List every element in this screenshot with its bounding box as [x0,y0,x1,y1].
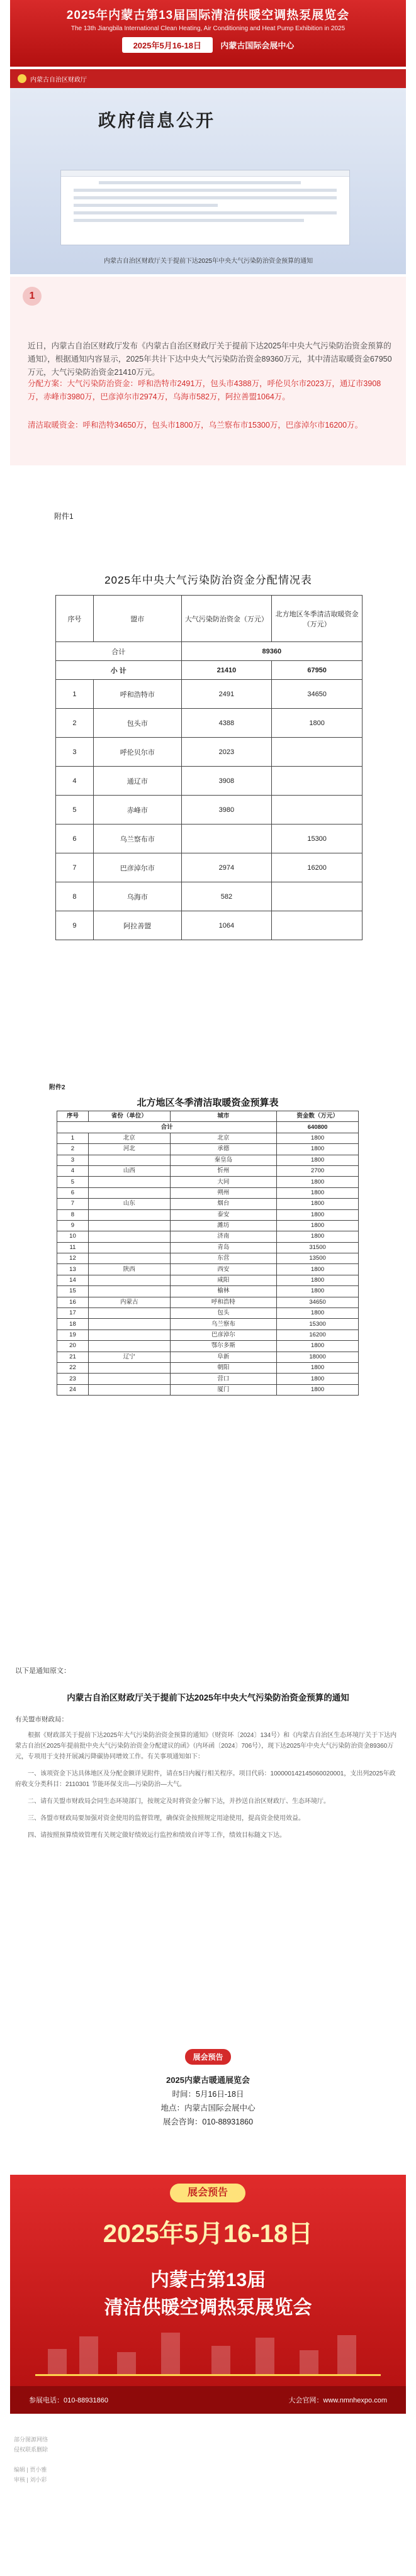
table-cell: 2974 [181,853,272,882]
table-cell: 7 [57,1199,89,1209]
poster-site: 大会官网：www.nmnhexpo.com [288,2397,387,2404]
footer-editor: 编辑 | 贾小雅 [14,2467,47,2473]
allocation-heating: 清洁取暖资金：呼和浩特34650万，包头市1800万，乌兰察布市15300万，巴彦淖尔市16200万。 [28,421,363,430]
table-cell: 15300 [272,824,363,853]
footer-note: 侵权联系删除 [14,2446,48,2453]
poster-name: 清洁供暖空调热泵展览会 [104,2297,312,2318]
table-cell: 朔州 [170,1187,277,1198]
table-cell: 2 [57,1144,89,1155]
table-row [56,824,363,853]
total-value: 640800 [277,1122,359,1133]
table-cell: 16 [57,1297,89,1307]
table-cell: 1800 [277,1286,359,1297]
attachment2-title: 北方地区冬季清洁取暖资金预算表 [137,1097,279,1108]
table-header: 资金数（万元） [277,1111,359,1122]
table-cell: 1800 [277,1275,359,1285]
table-cell: 3 [56,738,94,767]
table-cell: 1800 [277,1199,359,1209]
table-header: 城市 [170,1111,277,1122]
subtotal-heating: 67950 [272,661,363,680]
table-cell: 4388 [181,709,272,738]
notice-paragraph: 三、各盟市财政局要加强对资金使用的监督管理，确保资金按照规定用途使用，提高资金使用效益。 [28,1815,305,1822]
table-row [56,853,363,882]
table-cell: 20 [57,1341,89,1352]
banner-date: 2025年5月16-18日 [122,37,213,53]
table-cell: 咸阳 [170,1275,277,1285]
table-row [57,1155,359,1165]
table-cell: 8 [57,1209,89,1220]
table-header: 盟市 [93,596,181,642]
table-cell: 河北 [88,1144,170,1155]
skyline-graphic [35,2332,381,2376]
attachment1-title: 2025年中央大气污染防治资金分配情况表 [104,574,312,586]
table-cell: 1064 [181,911,272,940]
promo-block [0,2049,416,2127]
table-row [57,1297,359,1307]
table-cell: 7 [56,853,94,882]
poster-tag: 展会预告 [170,2184,245,2202]
table-cell: 2023 [181,738,272,767]
table-row [56,738,363,767]
table-cell: 8 [56,882,94,911]
table-row [57,1253,359,1264]
banner-title: 2025年内蒙古第13届国际清洁供暖空调热泵展览会 [66,9,350,22]
table-cell: 营口 [170,1374,277,1384]
promo-tag: 展会预告 [185,2049,230,2065]
table-cell [88,1384,170,1395]
poster-name: 内蒙古第13届 [150,2270,266,2290]
table-row [57,1341,359,1352]
notice-recipient: 有关盟市财政局： [15,1716,68,1723]
table-cell: 582 [181,882,272,911]
total-label: 合计 [57,1122,277,1133]
table-cell: 5 [56,796,94,824]
table-row [57,1384,359,1395]
allocation-air: 分配方案：大气污染防治资金：呼和浩特市2491万，包头市4388万，呼伦贝尔市2023万，通辽市3908万，赤峰市3980万，巴彦淖尔市2974万，乌海市582万，阿拉善盟1064万。 [28,379,381,401]
table-cell: 2491 [181,680,272,709]
table-cell [88,1319,170,1330]
table-row [57,1330,359,1340]
table-row [57,1242,359,1253]
table-row [57,1199,359,1209]
table-cell [88,1341,170,1352]
table-row [56,911,363,940]
table-row [57,1286,359,1297]
table-cell: 1800 [277,1308,359,1319]
total-label: 合计 [56,642,182,661]
table-cell: 阜新 [170,1352,277,1362]
table-cell: 呼伦贝尔市 [93,738,181,767]
table-cell: 11 [57,1242,89,1253]
attachment1-label: 附件1 [54,512,74,521]
table-cell: 9 [57,1220,89,1231]
promo-line: 2025内蒙古暖通展览会 [166,2075,250,2085]
table-row [57,1319,359,1330]
table-cell: 1800 [277,1177,359,1187]
table-cell: 12 [57,1253,89,1264]
table-cell: 大同 [170,1177,277,1187]
table-row [56,680,363,709]
table-cell: 忻州 [170,1165,277,1176]
emblem-icon [18,74,26,83]
table-cell [88,1177,170,1187]
table-cell: 1800 [277,1231,359,1242]
table-cell: 厦门 [170,1384,277,1395]
table-row [57,1275,359,1285]
table-row [57,1187,359,1198]
table-cell: 巴彦淖尔 [170,1330,277,1340]
table-cell: 3980 [181,796,272,824]
footer-note: 部分图源网络 [14,2436,48,2443]
heating-budget-table [57,1111,359,1396]
top-banner [10,0,406,67]
table-header: 北方地区冬季清洁取暖资金（万元） [272,596,363,642]
table-cell: 济南 [170,1231,277,1242]
table-row [56,796,363,824]
table-row [57,1352,359,1362]
table-cell: 4 [56,767,94,796]
table-cell: 3908 [181,767,272,796]
table-row [57,1165,359,1176]
table-row [57,1220,359,1231]
poster-date: 2025年5月16-18日 [103,2220,313,2248]
summary-box [10,277,406,465]
table-cell: 西安 [170,1264,277,1275]
table-row [57,1308,359,1319]
table-row [57,1144,359,1155]
table-cell: 10 [57,1231,89,1242]
table-header: 大气污染防治资金（万元） [181,596,272,642]
table-cell: 6 [56,824,94,853]
notice-paragraph: 根据《财政部关于提前下达2025年大气污染防治资金预算的通知》（财资环〔2024〕134号）和《内蒙古自治区生态环境厅关于下达内蒙古自治区2025年提前批中央大气污染防治资金分配建议的函》（内环函〔2024〕706号），现下达2025年中央大气污染防治资金89360万元，专项用于支持开展减污降碳协同增效工作。有关事项通知如下： [15,1732,397,1760]
table-cell: 17 [57,1308,89,1319]
table-cell: 乌兰察布市 [93,824,181,853]
table-cell [88,1187,170,1198]
table-cell [88,1209,170,1220]
promo-line: 时间：5月16日-18日 [172,2090,244,2099]
table-cell: 山西 [88,1165,170,1176]
table-cell: 19 [57,1330,89,1340]
table-cell [88,1374,170,1384]
table-cell: 24 [57,1384,89,1395]
table-cell [88,1275,170,1285]
table-cell: 北京 [88,1133,170,1143]
table-header: 序号 [56,596,94,642]
table-cell [88,1330,170,1340]
table-cell: 烟台 [170,1199,277,1209]
table-cell [272,882,363,911]
table-cell: 31500 [277,1242,359,1253]
table-row [57,1231,359,1242]
table-cell: 北京 [170,1133,277,1143]
table-cell: 18000 [277,1352,359,1362]
table-row [56,767,363,796]
table-cell: 1800 [277,1264,359,1275]
table-cell: 18 [57,1319,89,1330]
table-cell: 1800 [277,1187,359,1198]
gov-screenshot [10,69,406,274]
table-cell: 16200 [272,853,363,882]
banner-subtitle: The 13th Jiangbila International Clean Heating, Air Conditioning and Heat Pump Exhibition in 2025 [70,25,346,32]
table-cell: 泰安 [170,1209,277,1220]
table-cell [272,911,363,940]
table-cell: 1800 [277,1220,359,1231]
table-cell: 1800 [277,1362,359,1373]
table-cell: 34650 [277,1297,359,1307]
table-cell: 16200 [277,1330,359,1340]
attachment2-label: 附件2 [49,1084,65,1091]
table-cell: 包头 [170,1308,277,1319]
table-cell: 阿拉善盟 [93,911,181,940]
footer-reviewer: 审核 | 刘小彩 [14,2477,47,2483]
notice-paragraph: 四、请按照预算绩效管理有关规定做好绩效运行监控和绩效自评等工作，绩效目标随文下达。 [28,1832,286,1839]
gov-header-text: 内蒙古自治区财政厅 [30,76,87,84]
table-cell: 朝阳 [170,1362,277,1373]
table-cell: 陕西 [88,1264,170,1275]
table-cell: 1 [57,1133,89,1143]
table-cell: 6 [57,1187,89,1198]
table-cell [88,1362,170,1373]
table-cell: 鄂尔多斯 [170,1341,277,1352]
table-cell: 1800 [277,1155,359,1165]
gov-title: 政府信息公开 [98,111,216,130]
table-cell: 承德 [170,1144,277,1155]
table-cell [88,1253,170,1264]
table-cell: 9 [56,911,94,940]
table-cell [272,767,363,796]
table-cell: 15300 [277,1319,359,1330]
document-preview [60,170,350,245]
table-cell [272,738,363,767]
table-cell: 1800 [272,709,363,738]
table-row [57,1362,359,1373]
table-row [56,882,363,911]
table-cell: 14 [57,1275,89,1285]
table-header: 序号 [57,1111,89,1122]
table-cell [181,824,272,853]
table-row [57,1177,359,1187]
notice-paragraph: 二、请有关盟市财政局会同生态环境部门，按规定及时将资金分解下达，并抄送自治区财政厅、生态环境厅。 [28,1798,330,1805]
table-row [56,709,363,738]
table-cell: 呼和浩特市 [93,680,181,709]
table-cell: 潍坊 [170,1220,277,1231]
table-cell: 23 [57,1374,89,1384]
table-cell: 包头市 [93,709,181,738]
allocation-table [55,595,363,940]
notice-intro: 以下是通知原文： [15,1667,70,1675]
summary-paragraph: 近日，内蒙古自治区财政厅发布《内蒙古自治区财政厅关于提前下达2025年中央大气污染防治资金预算的通知》，根据通知内容显示，2025年共计下达中央大气污染防治资金89360万元，其中清洁取暖资金67950万元，大气污染防治资金21410万元。 [28,341,392,377]
promo-line: 地点：内蒙古国际会展中心 [160,2104,256,2112]
table-cell: 赤峰市 [93,796,181,824]
section-number: 1 [23,287,42,306]
table-cell: 山东 [88,1199,170,1209]
exhibition-poster [10,2175,406,2414]
table-cell [88,1220,170,1231]
gov-header [10,69,406,88]
table-cell: 1800 [277,1133,359,1143]
table-cell: 34650 [272,680,363,709]
table-cell [88,1242,170,1253]
table-cell: 13500 [277,1253,359,1264]
total-value: 89360 [181,642,362,661]
poster-phone: 参展电话：010-88931860 [29,2397,108,2404]
table-row [57,1374,359,1384]
table-cell: 东营 [170,1253,277,1264]
table-cell: 2 [56,709,94,738]
notice-paragraph: 一、该项资金下达具体地区及分配金额详见附件，请在5日内履行相关程序。项目代码：100000142145060020001，支出列2025年政府收支分类科目：2110301 节能环保支出—污染防治—大气。 [15,1770,396,1788]
subtotal-label: 小 计 [56,661,182,680]
table-cell: 2700 [277,1165,359,1176]
table-cell [88,1308,170,1319]
table-cell: 乌兰察布 [170,1319,277,1330]
table-cell: 内蒙古 [88,1297,170,1307]
table-cell: 辽宁 [88,1352,170,1362]
table-cell: 巴彦淖尔市 [93,853,181,882]
table-cell: 22 [57,1362,89,1373]
poster-footer [10,2386,406,2414]
table-cell: 通辽市 [93,767,181,796]
promo-line: 展会咨询：010-88931860 [162,2118,254,2126]
table-cell: 乌海市 [93,882,181,911]
table-cell: 呼和浩特 [170,1297,277,1307]
table-cell: 5 [57,1177,89,1187]
table-cell: 1800 [277,1384,359,1395]
table-cell [272,796,363,824]
table-cell: 13 [57,1264,89,1275]
table-cell: 1 [56,680,94,709]
table-cell: 21 [57,1352,89,1362]
table-cell: 3 [57,1155,89,1165]
table-cell [88,1286,170,1297]
table-cell: 4 [57,1165,89,1176]
notice-section [15,1665,401,1841]
table-cell [88,1231,170,1242]
table-header: 省份（单位） [88,1111,170,1122]
table-cell: 15 [57,1286,89,1297]
subtotal-air: 21410 [181,661,272,680]
table-cell: 青岛 [170,1242,277,1253]
notice-title: 内蒙古自治区财政厅关于提前下达2025年中央大气污染防治资金预算的通知 [67,1693,349,1702]
table-cell: 榆林 [170,1286,277,1297]
table-cell: 1800 [277,1374,359,1384]
table-cell: 1800 [277,1341,359,1352]
gov-caption: 内蒙古自治区财政厅关于提前下达2025年中央大气污染防治资金预算的通知 [103,258,313,265]
table-cell: 1800 [277,1144,359,1155]
table-row [57,1264,359,1275]
banner-place: 内蒙古国际会展中心 [220,41,295,50]
table-row [57,1209,359,1220]
table-cell [88,1155,170,1165]
table-cell: 秦皇岛 [170,1155,277,1165]
table-cell: 1800 [277,1209,359,1220]
table-row [57,1133,359,1143]
